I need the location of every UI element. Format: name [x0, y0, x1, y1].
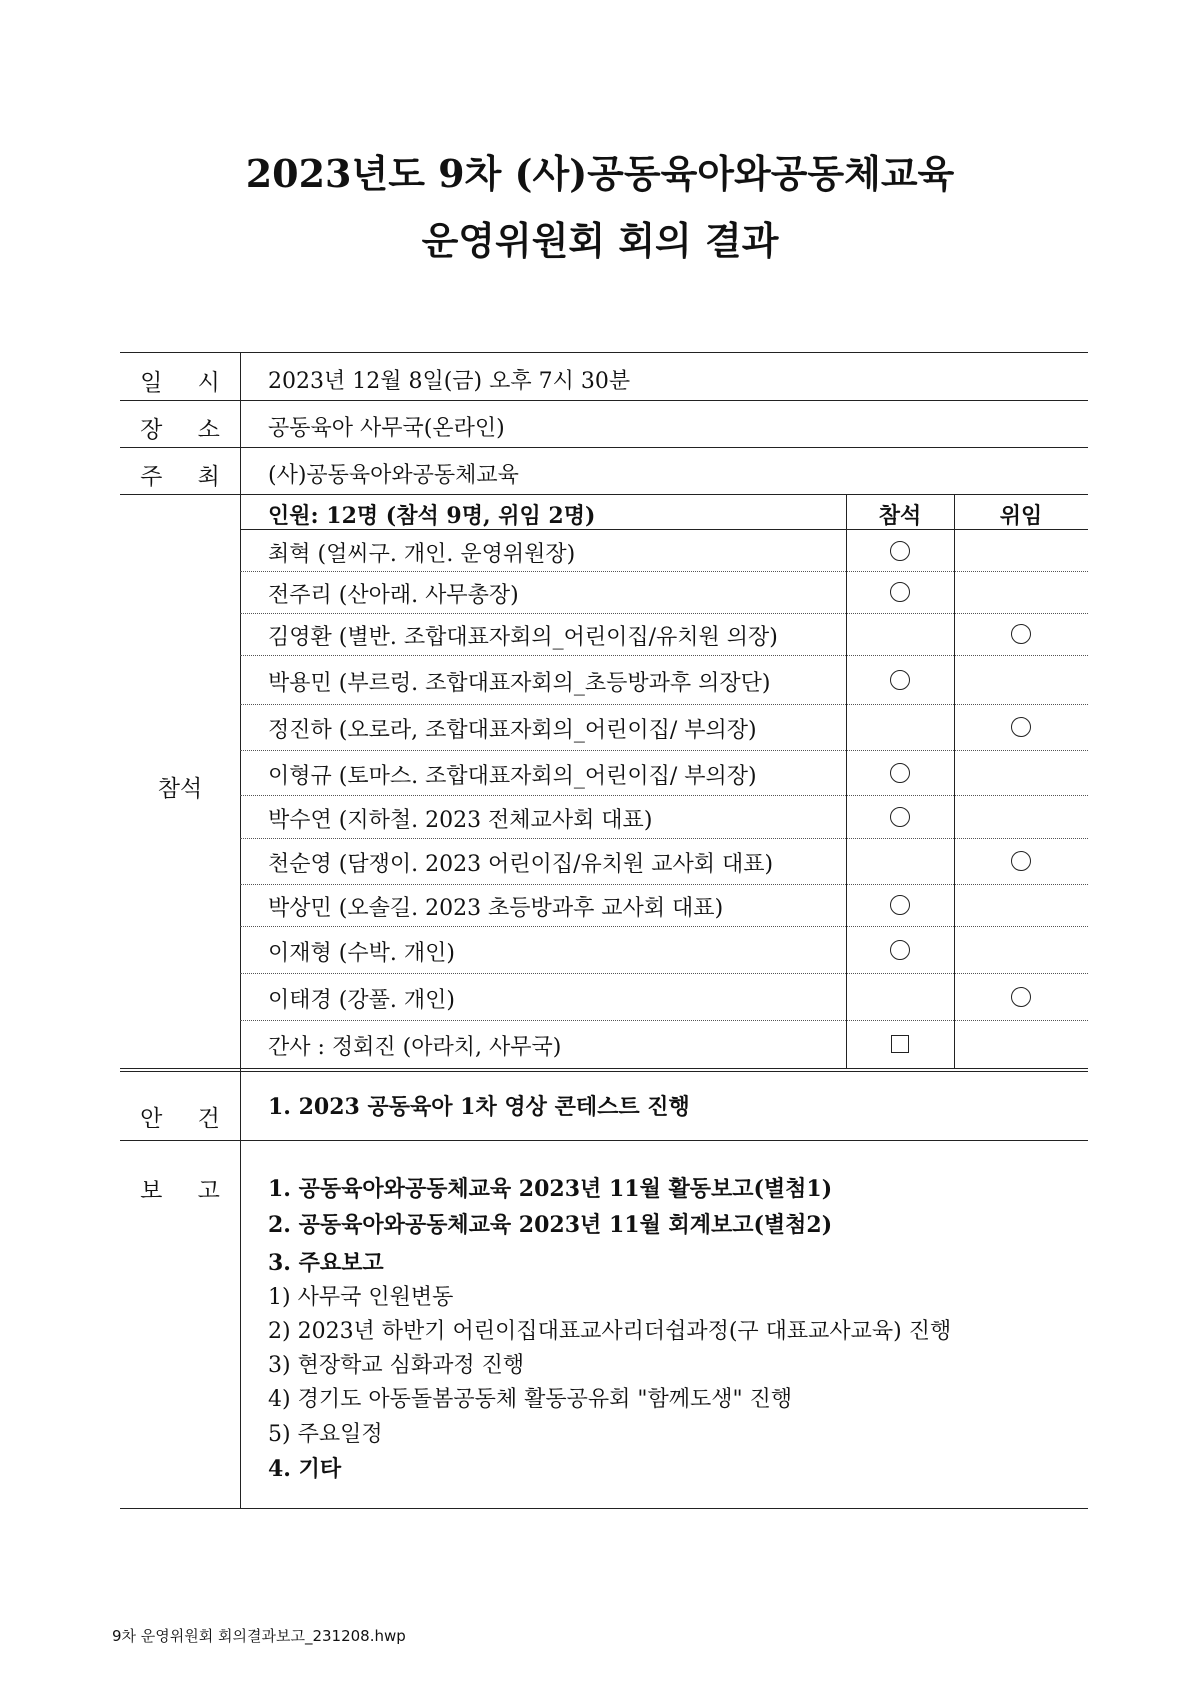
attendee-name: 박용민 (부르렁. 조합대표자회의_초등방과후 의장단)	[268, 670, 771, 696]
attendee-name: 이재형 (수박. 개인)	[268, 940, 455, 966]
attendee-name: 박수연 (지하철. 2023 전체교사회 대표)	[268, 807, 653, 833]
attend-mark-icon	[890, 541, 910, 561]
attendee-name: 최혁 (얼씨구. 개인. 운영위원장)	[268, 541, 576, 567]
attendance-header: 인원: 12명 (참석 9명, 위임 2명)	[268, 503, 596, 529]
report-item: 3) 현장학교 심화과정 진행	[268, 1353, 525, 1378]
agenda-label: 안 건	[140, 1106, 234, 1132]
attendee-name: 박상민 (오솔길. 2023 초등방과후 교사회 대표)	[268, 896, 724, 921]
attendee-name: 천순영 (담쟁이. 2023 어린이집/유치원 교사회 대표)	[268, 852, 774, 877]
report-item: 1) 사무국 인원변동	[268, 1285, 454, 1310]
date-label: 일 시	[140, 370, 234, 396]
attendee-name: 이태경 (강풀. 개인)	[268, 987, 455, 1013]
report-label: 보 고	[140, 1178, 234, 1204]
report-item: 4. 기타	[268, 1456, 342, 1482]
report-item: 2. 공동육아와공동체교육 2023년 11월 회계보고(별첨2)	[268, 1212, 833, 1238]
doc-title-line2: 운영위원회 회의 결과	[421, 218, 779, 263]
doc-title-line1: 2023년도 9차 (사)공동육아와공동체교육	[245, 151, 955, 196]
host-value: (사)공동육아와공동체교육	[268, 463, 519, 488]
report-item: 4) 경기도 아동돌봄공동체 활동공유회 "함께도생" 진행	[268, 1387, 793, 1412]
attendee-name: 이형규 (토마스. 조합대표자회의_어린이집/ 부의장)	[268, 763, 757, 789]
footer-filename: 9차 운영위원회 회의결과보고_231208.hwp	[112, 1627, 406, 1645]
place-value: 공동육아 사무국(온라인)	[268, 416, 505, 441]
attend-mark-icon	[890, 763, 910, 783]
proxy-column-header: 위임	[999, 503, 1043, 529]
proxy-mark-icon	[1011, 717, 1031, 737]
attendee-name: 간사 : 정회진 (아라치, 사무국)	[268, 1035, 562, 1060]
attendee-name: 전주리 (산아래. 사무총장)	[268, 583, 519, 608]
proxy-mark-icon	[1011, 851, 1031, 871]
agenda-item: 1. 2023 공동육아 1차 영상 콘테스트 진행	[268, 1094, 690, 1120]
staff-box-icon	[891, 1035, 909, 1053]
report-item: 5) 주요일정	[268, 1422, 383, 1447]
report-item: 3. 주요보고	[268, 1250, 384, 1276]
proxy-mark-icon	[1011, 624, 1031, 644]
attendee-name: 정진하 (오로라, 조합대표자회의_어린이집/ 부의장)	[268, 718, 757, 743]
report-item: 1. 공동육아와공동체교육 2023년 11월 활동보고(별첨1)	[268, 1176, 833, 1202]
attend-mark-icon	[890, 582, 910, 602]
attendee-name: 김영환 (별반. 조합대표자회의_어린이집/유치원 의장)	[268, 625, 778, 650]
attend-mark-icon	[890, 895, 910, 915]
attend-mark-icon	[890, 807, 910, 827]
proxy-mark-icon	[1011, 987, 1031, 1007]
attend-column-header: 참석	[878, 503, 922, 529]
attend-mark-icon	[890, 940, 910, 960]
attendance-label: 참석	[157, 776, 203, 802]
report-item: 2) 2023년 하반기 어린이집대표교사리더쉽과정(구 대표교사교육) 진행	[268, 1319, 952, 1344]
attend-mark-icon	[890, 670, 910, 690]
place-label: 장 소	[140, 417, 234, 443]
host-label: 주 최	[140, 464, 234, 490]
date-value: 2023년 12월 8일(금) 오후 7시 30분	[268, 369, 631, 394]
